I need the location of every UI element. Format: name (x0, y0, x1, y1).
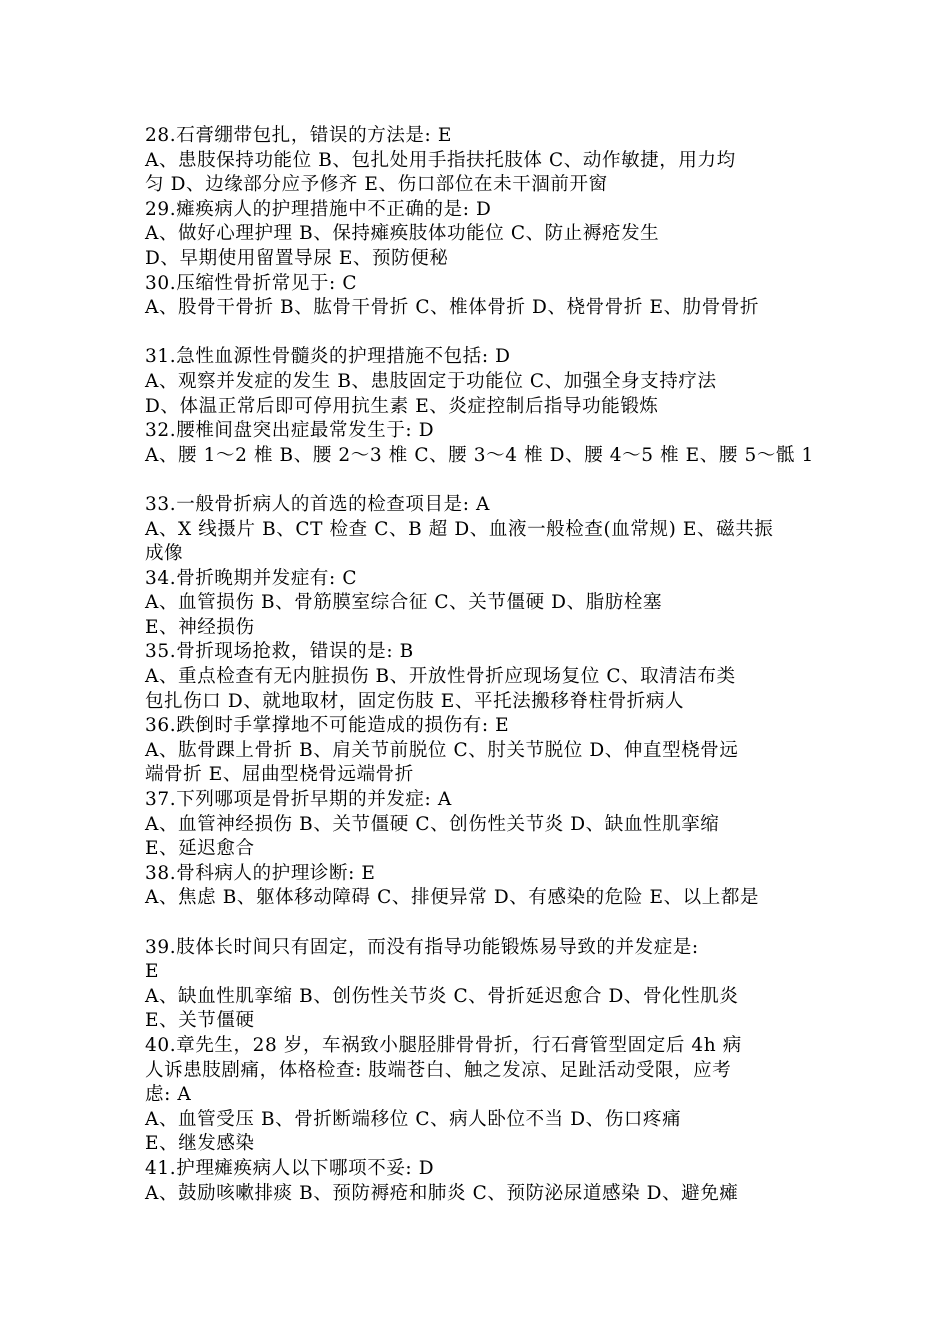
question-37-options-cont: E、延迟愈合 (145, 838, 255, 860)
question-39-stem: 39.肢体长时间只有固定，而没有指导功能锻炼易导致的并发症是: (145, 936, 699, 958)
question-40-stem-cont: 人诉患肢剧痛，体格检查: 肢端苍白、触之发凉、足趾活动受限，应考 (145, 1059, 732, 1081)
question-30-options: A、股骨干骨折 B、肱骨干骨折 C、椎体骨折 D、桡骨骨折 E、肋骨骨折 (145, 297, 760, 319)
question-28-options: A、患肢保持功能位 B、包扎处用手指扶托肢体 C、动作敏捷，用力均 (145, 149, 736, 171)
question-37-options: A、血管神经损伤 B、关节僵硬 C、创伤性关节炎 D、缺血性肌挛缩 (145, 813, 720, 835)
question-41-options: A、鼓励咳嗽排痰 B、预防褥疮和肺炎 C、预防泌尿道感染 D、避免瘫 (145, 1182, 739, 1204)
question-38-options: A、焦虑 B、躯体移动障碍 C、排便异常 D、有感染的危险 E、以上都是 (145, 887, 760, 909)
question-38-stem: 38.骨科病人的护理诊断: E (145, 862, 376, 884)
question-30-stem: 30.压缩性骨折常见于: C (145, 272, 358, 294)
question-35-options: A、重点检查有无内脏损伤 B、开放性骨折应现场复位 C、取清洁布类 (145, 666, 736, 688)
blank-line (145, 911, 817, 936)
question-33-options: A、X 线摄片 B、CT 检查 C、B 超 D、血液一般检查(血常规) E、磁共振 (145, 518, 774, 540)
question-33-options-cont: 成像 (145, 543, 184, 565)
question-29-options: A、做好心理护理 B、保持瘫痪肢体功能位 C、防止褥疮发生 (145, 223, 660, 245)
question-39-options-cont: E、关节僵硬 (145, 1010, 255, 1032)
question-35-options-cont: 包扎伤口 D、就地取材，固定伤肢 E、平托法搬移脊柱骨折病人 (145, 690, 685, 712)
question-40-options-cont: E、继发感染 (145, 1133, 255, 1155)
question-31-stem: 31.急性血源性骨髓炎的护理措施不包括: D (145, 346, 511, 368)
document-page (145, 124, 817, 1206)
blank-line (145, 321, 817, 346)
question-39-answer: E (145, 961, 160, 983)
question-31-options-cont: D、体温正常后即可停用抗生素 E、炎症控制后指导功能锻炼 (145, 395, 659, 417)
question-37-stem: 37.下列哪项是骨折早期的并发症: A (145, 789, 452, 811)
question-29-stem: 29.瘫痪病人的护理措施中不正确的是: D (145, 198, 492, 220)
question-34-options: A、血管损伤 B、骨筋膜室综合征 C、关节僵硬 D、脂肪栓塞 (145, 592, 663, 614)
question-31-options: A、观察并发症的发生 B、患肢固定于功能位 C、加强全身支持疗法 (145, 370, 717, 392)
blank-line (145, 468, 817, 493)
question-29-options-cont: D、早期使用留置导尿 E、预防便秘 (145, 247, 449, 269)
question-40-stem-end: 虑: A (145, 1084, 192, 1106)
question-36-options-cont: 端骨折 E、屈曲型桡骨远端骨折 (145, 764, 414, 786)
question-28-stem: 28.石膏绷带包扎，错误的方法是: E (145, 125, 452, 146)
question-36-options: A、肱骨踝上骨折 B、肩关节前脱位 C、肘关节脱位 D、伸直型桡骨远 (145, 739, 739, 761)
question-32-options: A、腰 1～2 椎 B、腰 2～3 椎 C、腰 3～4 椎 D、腰 4～5 椎 E、腰 5～骶 1 (145, 444, 814, 466)
question-40-options: A、血管受压 B、骨折断端移位 C、病人卧位不当 D、伤口疼痛 (145, 1108, 682, 1130)
question-34-options-cont: E、神经损伤 (145, 616, 255, 638)
question-36-stem: 36.跌倒时手掌撑地不可能造成的损伤有: E (145, 715, 510, 737)
question-35-stem: 35.骨折现场抢救，错误的是: B (145, 641, 414, 663)
question-28-options-cont: 匀 D、边缘部分应予修齐 E、伤口部位在未干涸前开窗 (145, 174, 608, 196)
question-39-options: A、缺血性肌挛缩 B、创伤性关节炎 C、骨折延迟愈合 D、骨化性肌炎 (145, 985, 739, 1007)
question-32-stem: 32.腰椎间盘突出症最常发生于: D (145, 420, 435, 442)
question-40-stem: 40.章先生，28 岁，车祸致小腿胫腓骨骨折，行石膏管型固定后 4h 病 (145, 1034, 742, 1056)
question-41-stem: 41.护理瘫痪病人以下哪项不妥: D (145, 1157, 435, 1179)
question-33-stem: 33.一般骨折病人的首选的检查项目是: A (145, 493, 490, 515)
question-34-stem: 34.骨折晚期并发症有: C (145, 567, 358, 589)
